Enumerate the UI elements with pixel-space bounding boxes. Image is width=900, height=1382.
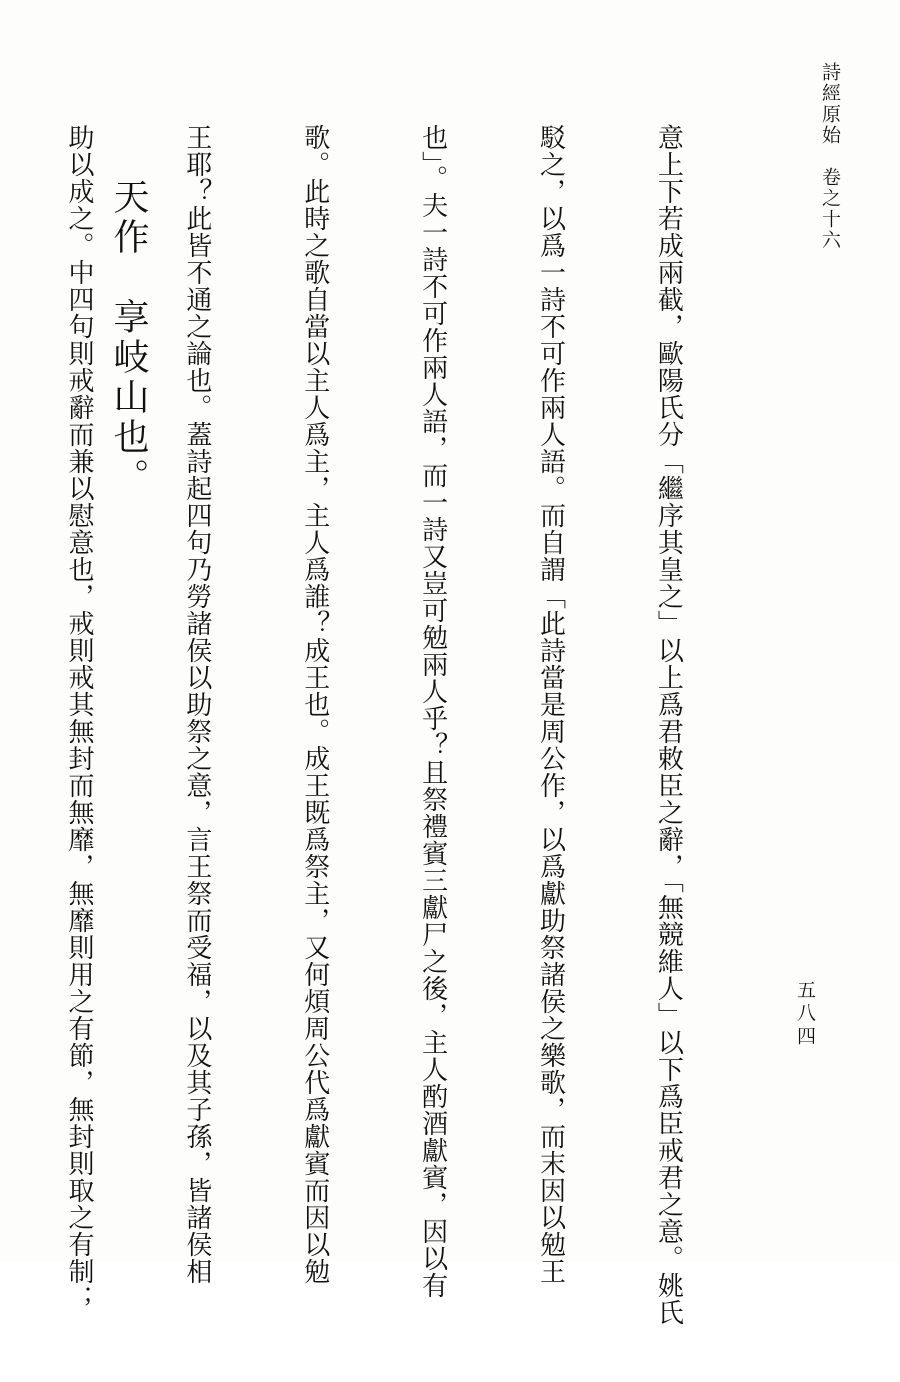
text-column-2: 駁之，以爲一詩不可作兩人語。而自謂「此詩當是周公作，以爲獻助祭諸侯之樂歌，而末因以勉王	[535, 124, 566, 1285]
text-column-1: 意上下若成兩截，歐陽氏分「繼序其皇之」以上爲君敕臣之辭，「無競維人」以下爲臣戒君之意。姚氏	[653, 124, 684, 1326]
page-number: 五八四	[794, 980, 816, 1049]
text-column-5: 王耶？此皆不通之論也。蓋詩起四句乃勞諸侯以助祭之意，言王祭而受福，以及其子孫，皆諸侯相	[181, 124, 212, 1285]
text-column-6: 助以成之。中四句則戒辭而兼以慰意也，戒則戒其無封而無靡，無靡則用之有節，無封則取之有制；	[63, 124, 94, 1312]
text-column-4: 歌。此時之歌自當以主人爲主，主人爲誰？成王也。成王既爲祭主，又何煩周公代爲獻賓而因以勉	[299, 124, 330, 1285]
running-head: 詩經原始 卷之十六	[819, 62, 841, 251]
text-column-3: 也」。夫一詩不可作兩人語，而一詩又豈可勉兩人乎？且祭禮賓三獻尸之後，主人酌酒獻賓，因以有	[417, 124, 448, 1299]
poem-title: 天作 享岐山也。	[108, 178, 149, 498]
